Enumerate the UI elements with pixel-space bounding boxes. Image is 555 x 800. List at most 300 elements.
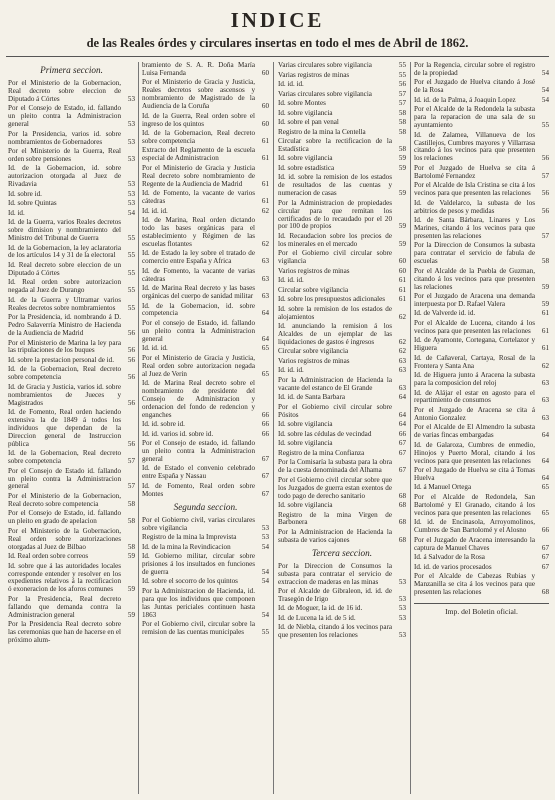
index-entry (278, 358, 406, 366)
index-entry (414, 537, 549, 553)
entry-page-number: 56 (541, 189, 549, 198)
index-entry (278, 563, 406, 587)
index-entry (414, 573, 549, 597)
entry-text: Id. id. de varios procesados (414, 562, 492, 571)
index-entry (278, 129, 406, 137)
entry-page-number: 55 (541, 121, 549, 130)
index-entry (142, 62, 269, 78)
entry-text: Id. de la Gobernacion, Real decreto sobre competencia (142, 129, 255, 145)
entry-page-number: 61 (261, 154, 269, 163)
entry-page-number: 68 (541, 587, 549, 596)
entry-page-number: 56 (127, 329, 135, 337)
index-entry (8, 450, 135, 466)
index-entry (8, 148, 135, 164)
entry-text: Registro de la mina la Imprevista (142, 533, 237, 542)
entry-page-number: 64 (261, 309, 269, 318)
index-entry (278, 233, 406, 249)
entry-text: Por el Consejo de Estado, id. fallando un pleito contra la Administracion general (8, 104, 121, 129)
entry-text: Id. de la Gobernacion, la ley aclaratoria de los artículos 14 y 31 de la electoral (8, 243, 121, 260)
index-entry (142, 588, 269, 620)
page-title: INDICE (230, 8, 325, 32)
entry-text: Id. Recaudacion sobre los precios de los minerales en el mercado (278, 231, 392, 248)
entry-page-number: 68 (398, 535, 406, 544)
entry-page-number: 53 (127, 180, 135, 189)
index-entry (278, 529, 406, 545)
entry-text: Id. Real decreto sobre eleccion de un Diputado á Córtes (8, 260, 121, 277)
entry-page-number: 59 (398, 239, 406, 248)
index-entry (142, 553, 269, 577)
section-heading: Primera seccion. (40, 65, 103, 75)
index-entry (142, 465, 269, 481)
index-entry (8, 366, 135, 382)
index-entry (414, 242, 549, 266)
entry-page-number: 56 (127, 373, 135, 382)
entry-text: Por la Administracion de Hacienda la vacante del estanco de El Grande (278, 375, 392, 392)
index-entry (278, 367, 406, 375)
entry-text: bramiento de S. A. R. Doña María Luisa Fernanda (142, 62, 255, 77)
index-column-3 (278, 62, 406, 796)
entry-page-number: 61 (398, 276, 406, 285)
entry-text: Id. anunciando la remision á los Alcaldes de un ejemplar de las liquidaciones de gastos é ingresos (278, 322, 392, 346)
entry-page-number: 61 (261, 179, 269, 188)
index-entry (414, 62, 549, 78)
index-entry (142, 380, 269, 420)
index-entry (278, 91, 406, 99)
entry-page-number: 62 (261, 206, 269, 215)
index-entry (278, 502, 406, 510)
entry-text: Por el Juzgado de Huelva se cita á Tomas Huelva (414, 466, 535, 482)
index-entry (142, 208, 269, 216)
entry-text: Varias registros de minas (278, 70, 350, 79)
entry-text: Por la Presidencia, Real decreto fallando que demanda contra la Administracion general (8, 594, 121, 619)
index-entry (142, 250, 269, 266)
index-entry (414, 355, 549, 371)
entry-text: Por el Ministerio de la Gobernacion, Real decreto sobre eleccion de Diputado á Córtes (8, 79, 121, 103)
column-divider (410, 62, 411, 794)
entry-page-number: 54 (541, 95, 549, 104)
index-entry (278, 72, 406, 80)
entry-text: Por el Juzgado de Aracena se cita á Antonio Gonzalez (414, 405, 535, 422)
entry-page-number: 60 (261, 102, 269, 111)
index-entry (8, 297, 135, 313)
index-entry (278, 615, 406, 623)
entry-text: Por el Juzgado de Huelva citando á José de la Rosa (414, 78, 535, 95)
index-entry (8, 191, 135, 199)
index-entry (278, 119, 406, 127)
entry-text: Varias circulares sobre vigilancia (278, 62, 372, 69)
entry-page-number: 66 (261, 420, 269, 429)
entry-text: Id. id. id. (278, 80, 304, 88)
entry-page-number: 61 (541, 309, 549, 318)
entry-page-number: 55 (398, 62, 406, 69)
index-entry (414, 106, 549, 130)
entry-text: Por la Presidencia, varios id. sobre nombramientos de Gobernadores (8, 129, 121, 146)
index-entry (8, 357, 135, 365)
entry-page-number: 67 (261, 489, 269, 498)
entry-page-number: 57 (127, 482, 135, 491)
entry-page-number: 63 (398, 383, 406, 392)
entry-page-number: 55 (127, 303, 135, 312)
entry-text: Por el Ministerio de Gracia y Justicia Real decreto sobre nombramiento de Regente de la Audiencia de Madrid (142, 163, 255, 188)
entry-page-number: 67 (541, 543, 549, 552)
entry-page-number: 54 (261, 567, 269, 576)
entry-page-number: 58 (127, 499, 135, 508)
entry-page-number: 66 (541, 526, 549, 535)
entry-page-number: 56 (127, 439, 135, 448)
entry-text: Id. sobre Quintas (8, 199, 57, 208)
entry-page-number: 64 (398, 393, 406, 402)
index-entry (278, 421, 406, 429)
index-entry (8, 131, 135, 147)
entry-page-number: 59 (541, 282, 549, 291)
index-entry (8, 384, 135, 408)
entry-page-number: 57 (541, 171, 549, 180)
entry-text: Id. de la Gobernacion, id. sobre autorizacion otorgada al Juez de Rivadavia (8, 164, 121, 189)
index-entry (278, 605, 406, 613)
entry-page-number: 59 (541, 299, 549, 308)
entry-page-number: 53 (127, 94, 135, 103)
entry-text: Por el consejo de Estado, id. fallando un pleito contra la Administracion general (142, 318, 255, 343)
entry-text: Circular sobre vigilancia (278, 285, 349, 294)
index-entry (8, 596, 135, 620)
entry-page-number: 56 (127, 355, 135, 364)
entry-text: Id. id. varios id. sobre id. (142, 429, 214, 438)
entry-text: Id. de Niebla, citando á los vecinos para que presenten los relaciones (278, 623, 392, 640)
index-entry (414, 293, 549, 309)
entry-text: Id. sobre las cédulas de vecindad (278, 429, 372, 438)
entry-text: Id. sobre vigilancia (278, 154, 333, 163)
entry-page-number: 55 (127, 268, 135, 277)
index-entry (8, 80, 135, 104)
entry-page-number: 53 (398, 613, 406, 622)
entry-page-number: 67 (398, 466, 406, 475)
index-entry (8, 409, 135, 449)
entry-text: Por el Ministerio de la Guerra, Real orden sobre pensiones (8, 147, 121, 163)
entry-page-number: 53 (398, 594, 406, 603)
entry-page-number: 58 (127, 542, 135, 551)
entry-text: Id. de Santa Bárbara, Linares y Los Marines, citando á los vecinos para que presenten las relaciones (414, 216, 535, 240)
index-entry (278, 62, 406, 70)
index-entry (278, 100, 406, 108)
entry-text: Id. id. id. (142, 206, 168, 215)
index-entry (142, 147, 269, 163)
entry-text: Por el Juzgado de Aracena una demanda interpuesta por D. Rafael Valera (414, 292, 535, 308)
entry-page-number: 67 (398, 439, 406, 448)
entry-page-number: 63 (398, 356, 406, 365)
index-entry (142, 345, 269, 353)
entry-page-number: 53 (261, 523, 269, 532)
entry-page-number: 53 (261, 533, 269, 542)
index-entry (414, 424, 549, 440)
header-divider (6, 56, 549, 57)
index-entry (142, 320, 269, 344)
entry-page-number: 64 (541, 456, 549, 465)
entry-page-number: 53 (398, 577, 406, 586)
index-entry (142, 483, 269, 499)
entry-text: Id. id. id. (278, 366, 304, 375)
index-entry (278, 348, 406, 356)
entry-text: Por el Gobierno civil circular sobre Pósitos (278, 402, 392, 419)
index-entry (414, 484, 549, 492)
entry-text: Id. sobre el socorro de los quintos (142, 577, 238, 586)
index-entry (8, 262, 135, 278)
entry-text: Por la Direccion de Consumos la subasta para contratar el servicio de fabula de escuelas (414, 241, 535, 266)
entry-text: Id. de la mina la Revindicacion (142, 542, 231, 551)
entry-page-number: 58 (541, 257, 549, 266)
index-entry (414, 320, 549, 336)
entry-text: Por el Alcalde de Lucena, citando á los vecinos para que presenten las relaciones (414, 318, 535, 335)
entry-page-number: 61 (541, 326, 549, 335)
entry-page-number: 55 (127, 251, 135, 260)
entry-page-number: 59 (127, 585, 135, 594)
entry-page-number: 54 (261, 577, 269, 586)
entry-text: Por la Comisaría la subasta para la obra de la cuesta denominada del Alhama (278, 458, 392, 475)
index-entry (414, 97, 549, 105)
entry-page-number: 67 (541, 553, 549, 562)
entry-page-number: 53 (398, 604, 406, 613)
entry-page-number: 65 (541, 508, 549, 517)
entry-text: Por el Alcalde de Gibraleon, id. id. de Trasegón de Irigo (278, 587, 392, 603)
entry-text: Id. de Gracia y Justicia, varios id. sobre nombramientos de Jueces y Magistrados (8, 382, 121, 407)
index-entry (414, 372, 549, 388)
entry-text: Circular sobre la rectificacion de la Estadística (278, 137, 392, 153)
entry-text: Por la Direccion de Consumos la subasta para contratar el servicio de extraccion de maderas en las minas (278, 561, 392, 586)
entry-page-number: 53 (127, 120, 135, 129)
index-entry (414, 310, 549, 318)
index-entry (278, 81, 406, 89)
entry-page-number: 66 (261, 410, 269, 419)
index-entry (278, 200, 406, 232)
entry-text: Id. id. (8, 208, 25, 217)
entry-text: Por el Alcalde de Redondela, San Bartolomé y El Granado, citando á los vecinos para que presenten las relaciones (414, 492, 535, 517)
index-entry (278, 174, 406, 198)
entry-text: Id. de Moguer, la id. de 16 id. (278, 604, 363, 613)
entry-text: Registro de la mina Virgen de Barbonera (278, 510, 392, 527)
entry-text: Id. de la Guerra, varios Reales decretos sobre dimision y nombramiento del Ministro del Tribunal de Guerra (8, 218, 121, 243)
entry-page-number: 67 (541, 562, 549, 571)
index-entry (278, 624, 406, 640)
index-entry (142, 544, 269, 552)
entry-page-number: 58 (398, 118, 406, 126)
entry-page-number: 61 (261, 136, 269, 145)
entry-page-number: 63 (398, 366, 406, 375)
index-entry (142, 303, 269, 319)
index-entry (414, 79, 549, 95)
entry-text: Varios registros de minas (278, 356, 350, 365)
index-entry (278, 277, 406, 285)
entry-page-number: 60 (398, 266, 406, 275)
entry-text: Id. sobre la prestacion personal de id. (8, 355, 114, 364)
index-entry (278, 404, 406, 420)
entry-text: Por el Ministerio de la Gobernacion, Real decreto sobre competencia (8, 491, 121, 508)
entry-page-number: 53 (127, 199, 135, 208)
index-entry (414, 182, 549, 198)
index-entry (142, 621, 269, 637)
index-entry (8, 563, 135, 595)
entry-page-number: 65 (261, 344, 269, 353)
entry-page-number: 64 (398, 410, 406, 419)
index-entry (142, 190, 269, 206)
index-entry (414, 519, 549, 535)
entry-page-number: 62 (398, 312, 406, 321)
entry-text: Id. á Salvador de la Rosa (414, 553, 485, 562)
entry-text: Id. de Fomento, la vacante de varias cátedras (142, 266, 255, 283)
index-entry (142, 79, 269, 111)
entry-page-number: 55 (127, 286, 135, 295)
entry-text: Registro de la mina Confianza (278, 448, 365, 457)
index-entry (278, 394, 406, 402)
entry-text: Por el Consejo de Estado id. fallando un pleito contra la Administracion general (8, 466, 121, 491)
index-entry (414, 268, 549, 292)
entry-text: Por la Administracion de Hacienda la subasta de varios cajones (278, 527, 392, 544)
entry-text: Id. id. sobre la remision de los estados de resultados de las cuentas y numeracion de casas (278, 173, 392, 198)
entry-text: Id. de Marina, Real orden dictando todo las bases orgánicas para el establecimiento y Régimen de las escuelas flotantes (142, 216, 255, 248)
entry-text: Id. id. sobre id. (142, 420, 185, 429)
entry-text: Id. de Lucena la id. de 5 id. (278, 613, 356, 622)
entry-text: Id. á Manuel Ortega (414, 483, 472, 492)
entry-text: Id. de Zalamea, Villanueva de los Castillejos, Cumbres mayores y Villarrasa citando á los vecinos para que presenten los relaciones (414, 130, 535, 163)
entry-text: Id. Real orden sobre autorizacion negada al Juez de Durango (8, 278, 121, 295)
index-entry (142, 355, 269, 379)
index-entry (278, 477, 406, 501)
column-4-entries (414, 62, 549, 597)
index-entry (278, 138, 406, 154)
entry-text: Por el Alcalde de El Almendro la subasta de varias fincas embargadas (414, 423, 535, 440)
entry-page-number: 66 (398, 429, 406, 438)
section-heading: Tercera seccion. (311, 547, 373, 558)
entry-page-number: 65 (541, 483, 549, 492)
entry-page-number: 54 (261, 610, 269, 619)
entry-page-number: 56 (127, 346, 135, 355)
page-subtitle: de las Reales órdes y circulares insertas en todo el mes de Abril de 1862. (86, 36, 469, 50)
entry-page-number: 56 (398, 80, 406, 88)
index-entry (8, 245, 135, 261)
entry-text: Por el Juzgado de Huelva se cita á Bartolomé Fernandez (414, 163, 535, 180)
entry-text: Id. de la Guerra y Ultramar varios Reales decretos sobre nombramientos (8, 295, 121, 312)
entry-text: Id. sobre Montes (278, 99, 326, 107)
index-entry (414, 564, 549, 572)
printer-imprint: Imp. del Boletin oficial. (414, 603, 549, 616)
index-entry (142, 431, 269, 439)
entry-page-number: 54 (127, 208, 135, 217)
entry-text: Por la Administracion de propiedades circular para que remitan los certificados de lo recaudado por el 20 por 100 de propios (278, 198, 392, 231)
entry-text: Por la Regencia, circular sobre el registro de la propiedad (414, 62, 535, 77)
entry-page-number: 57 (127, 457, 135, 466)
index-entry (278, 459, 406, 475)
entry-page-number: 53 (398, 631, 406, 640)
entry-text: Por el Ministerio de la Gobernacion, Real orden sobre autorizaciones otorgadas al Juez de Bilbao (8, 526, 121, 551)
entry-text: Por la Administracion de Hacienda, id. para que los individuos que componen las Juntas periciales continuen hasta 1863 (142, 586, 255, 619)
entry-text: Por el Gobierno civil, varias circulares sobre vigilancia (142, 515, 255, 532)
index-entry (8, 200, 135, 208)
entry-page-number: 55 (127, 234, 135, 243)
index-entry (278, 165, 406, 173)
entry-page-number: 57 (398, 89, 406, 98)
index-entry (414, 442, 549, 466)
entry-text: Id. de Alájar el estar en agosto para el repartimiento de consumos (414, 388, 535, 405)
entry-page-number: 58 (398, 127, 406, 136)
entry-page-number: 61 (261, 197, 269, 206)
entry-page-number: 61 (398, 295, 406, 304)
index-entry (278, 440, 406, 448)
entry-text: Por el Gobierno civil, circular sobre la remision de las cuentas municipales (142, 620, 255, 637)
index-entry (278, 268, 406, 276)
index-entry (142, 217, 269, 249)
index-entry (414, 407, 549, 423)
entry-page-number: 61 (398, 285, 406, 294)
entry-text: Circular sobre vigilancia (278, 347, 349, 356)
entry-text: Varias circulares sobre vigilancia (278, 89, 372, 98)
entry-text: Por el Juzgado de Aracena interesando la captura de Manuel Chaves (414, 535, 535, 552)
entry-text: Id. id. id. (142, 344, 168, 353)
entry-page-number: 54 (541, 86, 549, 95)
entry-text: Varios registros de minas (278, 266, 350, 275)
index-entry (8, 528, 135, 552)
index-entry (142, 165, 269, 189)
entry-page-number: 53 (127, 189, 135, 198)
entry-page-number: 63 (541, 413, 549, 422)
entry-page-number: 63 (261, 292, 269, 300)
index-entry (8, 468, 135, 492)
entry-page-number: 59 (398, 222, 406, 231)
entry-text: Id. de Estado la ley sobre el tratado de comercio entre España y Africa (142, 249, 255, 266)
entry-text: Por el Gobierno civil circular sobre vigilancia (278, 249, 392, 266)
entry-page-number: 68 (398, 491, 406, 500)
index-entry (414, 200, 549, 216)
index-entry (8, 219, 135, 243)
index-entry (278, 377, 406, 393)
index-entry (8, 621, 135, 645)
entry-page-number: 60 (398, 257, 406, 266)
index-entry (8, 553, 135, 561)
index-entry (414, 554, 549, 562)
entry-page-number: 59 (127, 552, 135, 561)
entry-page-number: 62 (261, 239, 269, 248)
index-entry (8, 210, 135, 218)
entry-text: Id. sobre estadística (278, 163, 335, 172)
entry-text: Por la Presidencia Real decreto sobre las ceremonias que han de hacerse en el próximo alum- (8, 620, 121, 644)
entry-page-number: 56 (127, 398, 135, 407)
index-column-1 (8, 62, 135, 796)
index-entry (278, 110, 406, 118)
entry-text: Por el Ministerio de Gracia y Justicia, Real orden sobre autorizacion negada al Juez de Verin (142, 353, 255, 378)
column-divider (138, 62, 139, 794)
entry-page-number: 54 (541, 68, 549, 77)
entry-text: Por el Alcalde de Cabezas Rubias y Manzanilla se cita á los vecinos para que presenten las relaciones (414, 572, 535, 596)
entry-page-number: 55 (398, 70, 406, 79)
entry-page-number: 54 (261, 542, 269, 551)
entry-page-number: 66 (261, 429, 269, 438)
entry-text: Id. de Fomento, la vacante de varios cátedras (142, 189, 255, 206)
index-entry (142, 517, 269, 533)
index-entry (8, 165, 135, 189)
index-entry (8, 493, 135, 509)
index-entry (278, 588, 406, 604)
index-entry (8, 279, 135, 295)
entry-text: Id. sobre vigilancia (278, 420, 333, 429)
entry-text: Id. de Estado el convenio celebrado entre España y Nassau (142, 464, 255, 481)
index-entry (278, 155, 406, 163)
entry-text: Id. de Marina Real decreto sobre el nombramiento de presidente del Consejo de Administracion y ordenacion del fondo de redencion y enganches (142, 379, 255, 419)
entry-page-number: 68 (398, 501, 406, 509)
index-entry (142, 268, 269, 284)
entry-page-number: 58 (398, 108, 406, 117)
entry-text: Id. sobre vigilancia (278, 108, 333, 117)
entry-page-number: 58 (127, 517, 135, 526)
entry-page-number: 56 (541, 206, 549, 215)
entry-page-number: 53 (127, 137, 135, 146)
entry-text: Registro de la mina la Centella (278, 127, 366, 136)
